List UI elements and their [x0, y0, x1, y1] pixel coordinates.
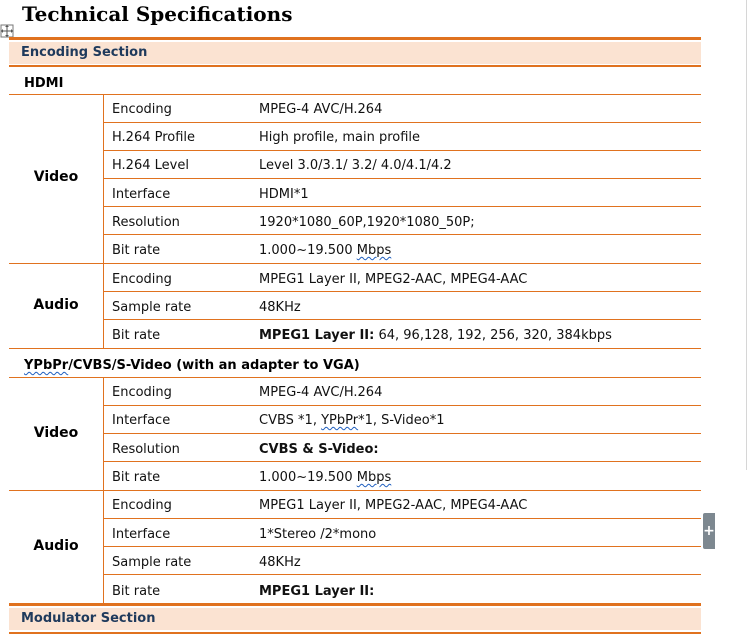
- spec-param: Encoding: [112, 102, 172, 117]
- spec-value: 1.000~19.500 Mbps: [259, 243, 392, 258]
- spec-value: 48KHz: [259, 300, 301, 315]
- section-rule: [9, 632, 701, 634]
- ypbpr-audio-label: Audio: [33, 538, 79, 554]
- row-divider: [104, 433, 701, 434]
- row-divider: [104, 122, 701, 123]
- spec-param: Encoding: [112, 498, 172, 513]
- row-divider: [104, 405, 701, 406]
- spec-value: MPEG1 Layer II, MPEG2-AAC, MPEG4-AAC: [259, 498, 528, 513]
- section-rule: [9, 37, 701, 40]
- row-divider: [104, 234, 701, 235]
- hdmi-audio-label: Audio: [33, 297, 79, 313]
- spec-param: Sample rate: [112, 555, 192, 570]
- spec-param: Bit rate: [112, 584, 161, 599]
- spec-param: H.264 Level: [112, 158, 189, 173]
- row-divider: [104, 206, 701, 207]
- scrollbar-edge: [746, 0, 747, 470]
- hdmi-video-label: Video: [33, 169, 79, 185]
- modulator-section-bar: [9, 608, 701, 630]
- encoding-section-label: Encoding Section: [21, 45, 148, 60]
- row-divider: [104, 461, 701, 462]
- column-divider: [103, 95, 104, 263]
- encoding-section-bar: [9, 42, 701, 64]
- row-divider: [104, 574, 701, 575]
- hdmi-heading: HDMI: [24, 76, 64, 91]
- spec-value: CVBS *1, YPbPr*1, S-Video*1: [259, 413, 445, 428]
- spec-value: HDMI*1: [259, 187, 309, 202]
- row-divider: [104, 518, 701, 519]
- row-divider: [9, 377, 701, 378]
- spec-param: Interface: [112, 187, 171, 202]
- spec-value: MPEG-4 AVC/H.264: [259, 385, 383, 400]
- section-rule: [9, 65, 701, 67]
- spec-value: MPEG1 Layer II, MPEG2-AAC, MPEG4-AAC: [259, 272, 528, 287]
- section-rule: [9, 603, 701, 606]
- spec-value: MPEG1 Layer II: 64, 96,128, 192, 256, 320, 384kbps: [259, 328, 612, 343]
- spec-value: MPEG-4 AVC/H.264: [259, 102, 383, 117]
- row-divider: [104, 178, 701, 179]
- spec-param: Interface: [112, 413, 171, 428]
- spec-value: 48KHz: [259, 555, 301, 570]
- spec-param: Bit rate: [112, 328, 161, 343]
- spec-param: Resolution: [112, 215, 180, 230]
- spec-param: Bit rate: [112, 243, 161, 258]
- spec-value: CVBS & S-Video:: [259, 442, 379, 457]
- add-button[interactable]: +: [703, 513, 715, 549]
- row-divider: [104, 546, 701, 547]
- ypbpr-heading: YPbPr/CVBS/S-Video (with an adapter to VGA): [24, 358, 360, 373]
- column-divider: [103, 264, 104, 348]
- spec-param: Encoding: [112, 272, 172, 287]
- spec-value: MPEG1 Layer II:: [259, 584, 375, 599]
- spec-param: Interface: [112, 527, 171, 542]
- spec-value: High profile, main profile: [259, 130, 421, 145]
- spec-param: Resolution: [112, 442, 180, 457]
- row-divider: [104, 291, 701, 292]
- column-divider: [103, 491, 104, 603]
- spec-param: Bit rate: [112, 470, 161, 485]
- row-divider: [104, 150, 701, 151]
- row-divider: [9, 490, 701, 491]
- spec-value: Level 3.0/3.1/ 3.2/ 4.0/4.1/4.2: [259, 158, 452, 173]
- ypbpr-video-label: Video: [33, 425, 79, 441]
- spec-param: Sample rate: [112, 300, 192, 315]
- row-divider: [104, 319, 701, 320]
- spec-value: 1.000~19.500 Mbps: [259, 470, 392, 485]
- page-title: Technical Specifications: [22, 2, 293, 26]
- spec-param: H.264 Profile: [112, 130, 196, 145]
- spec-value: 1920*1080_60P,1920*1080_50P;: [259, 215, 475, 230]
- row-divider: [9, 348, 701, 349]
- spec-value: 1*Stereo /2*mono: [259, 527, 377, 542]
- column-divider: [103, 378, 104, 490]
- row-divider: [9, 263, 701, 264]
- row-divider: [9, 94, 701, 95]
- table-move-handle-icon[interactable]: [0, 24, 14, 38]
- modulator-section-label: Modulator Section: [21, 611, 156, 626]
- spec-param: Encoding: [112, 385, 172, 400]
